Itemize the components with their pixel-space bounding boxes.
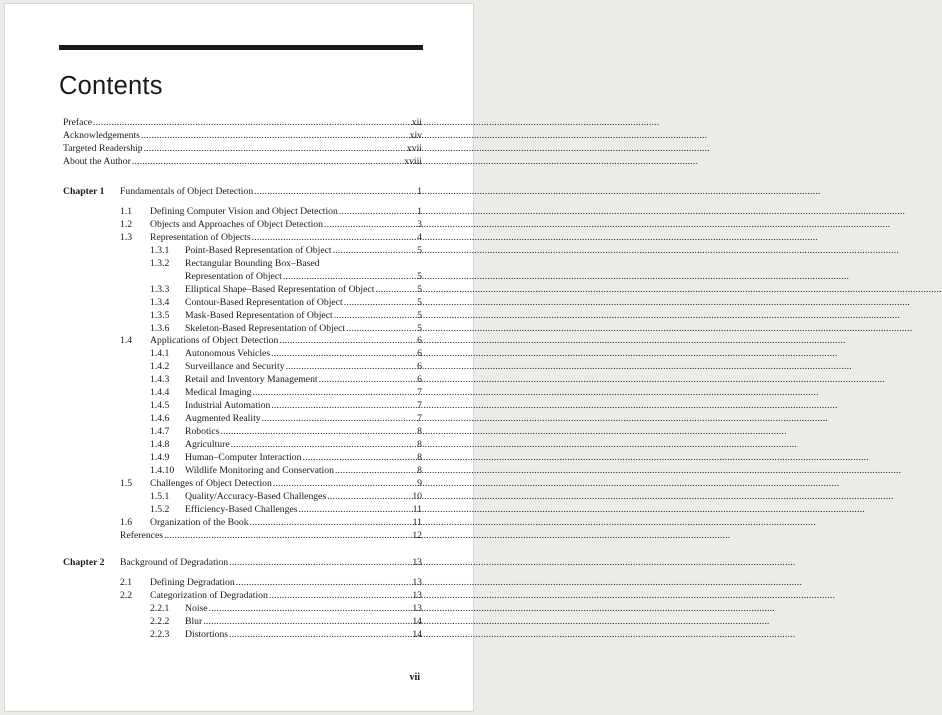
header-rule [59, 45, 423, 50]
entry-page: 10 [412, 490, 422, 502]
chapter-label: Chapter 1 [63, 186, 105, 197]
leader-dots [164, 530, 411, 542]
entry-title: Surveillance and Security [185, 361, 285, 373]
toc-subsection[interactable] [150, 413, 422, 425]
toc-chapter-title[interactable] [120, 186, 422, 198]
leader-dots [132, 156, 403, 168]
book-page [4, 3, 474, 712]
toc-section[interactable] [120, 218, 422, 231]
entry-page: 7 [417, 400, 422, 412]
entry-title: Wildlife Monitoring and Conservation [185, 464, 334, 476]
toc-subsection[interactable] [150, 374, 422, 386]
toc-references[interactable] [120, 530, 422, 542]
entry-page: xvii [406, 142, 422, 154]
page-title: Contents [59, 72, 163, 100]
toc-subsection[interactable] [150, 400, 422, 412]
entry-number: 1.4.3 [150, 374, 170, 386]
entry-page: 8 [417, 452, 422, 463]
leader-dots [319, 374, 417, 386]
toc-front-matter-item[interactable] [63, 117, 422, 129]
toc-section[interactable] [120, 335, 422, 347]
entry-title: Objects and Approaches of Object Detection [150, 218, 323, 230]
page-number: vii [409, 672, 420, 683]
entry-number: 1.4.5 [150, 400, 170, 412]
entry-page: xii [411, 117, 422, 128]
leader-dots [327, 491, 411, 503]
entry-number: 1.3.5 [150, 309, 170, 321]
toc-section[interactable] [120, 477, 422, 490]
entry-title: About the Author [63, 155, 131, 167]
leader-dots [271, 400, 416, 412]
toc-subsection[interactable] [150, 244, 422, 257]
leader-dots [254, 186, 416, 198]
entry-number: 1.1 [120, 205, 133, 217]
toc-section[interactable] [120, 516, 422, 529]
entry-page: 13 [412, 602, 422, 614]
entry-number: 1.2 [120, 218, 133, 230]
entry-title: Defining Degradation [150, 576, 235, 588]
leader-dots [269, 590, 411, 602]
toc-subsection[interactable] [150, 296, 422, 309]
entry-title: Acknowledgements [63, 129, 140, 141]
leader-dots [333, 245, 417, 257]
entry-title: Human–Computer Interaction [185, 452, 302, 463]
entry-title: Fundamentals of Object Detection [120, 186, 254, 197]
entry-number: 1.5.1 [150, 490, 170, 502]
entry-number: 1.4.4 [150, 387, 170, 399]
entry-title: Background of Degradation [120, 557, 229, 568]
entry-title: Contour-Based Representation of Object [185, 296, 343, 308]
entry-page: 14 [412, 615, 422, 627]
leader-dots [339, 206, 416, 218]
leader-dots [229, 557, 411, 569]
toc-subsection[interactable] [150, 503, 422, 516]
entry-title: Point-Based Representation of Object [185, 244, 332, 256]
leader-dots [346, 323, 416, 335]
toc-subsection[interactable] [150, 615, 422, 628]
entry-title: Mask-Based Representation of Object [185, 309, 333, 321]
entry-number: 1.5 [120, 477, 133, 489]
entry-title: Medical Imaging [185, 387, 252, 399]
leader-dots [262, 413, 417, 425]
entry-page: 6 [417, 348, 422, 360]
entry-title: Industrial Automation [185, 400, 271, 412]
toc-subsection[interactable] [150, 464, 422, 477]
entry-page: 1 [417, 186, 422, 197]
entry-number: 1.6 [120, 516, 133, 528]
entry-number: 1.4.6 [150, 413, 170, 425]
toc-subsection[interactable] [150, 452, 422, 464]
entry-number: 1.5.2 [150, 503, 170, 515]
toc-front-matter-item[interactable] [63, 143, 422, 155]
entry-title: Targeted Readership [63, 142, 143, 154]
toc-subsection[interactable] [150, 322, 422, 335]
toc-subsection[interactable] [150, 628, 422, 641]
entry-page: 8 [417, 439, 422, 451]
entry-title: Challenges of Object Detection [150, 477, 272, 489]
leader-dots [209, 603, 412, 615]
leader-dots [303, 452, 417, 464]
entry-page: 5 [417, 244, 422, 256]
entry-number: 1.3 [120, 231, 133, 243]
leader-dots [144, 143, 406, 155]
toc-section[interactable] [120, 231, 422, 244]
entry-page: 13 [412, 576, 422, 588]
entry-title: Efficiency-Based Challenges [185, 503, 298, 515]
leader-dots [141, 130, 409, 142]
entry-page: 3 [417, 218, 422, 230]
leader-dots [335, 465, 416, 477]
toc-subsection[interactable] [150, 257, 422, 270]
toc-subsection[interactable] [150, 309, 422, 322]
toc-subsection[interactable] [150, 348, 422, 360]
entry-page: 7 [417, 387, 422, 399]
leader-dots [231, 439, 417, 451]
leader-dots [236, 577, 412, 589]
entry-title: Agriculture [185, 439, 230, 451]
entry-title: Representation of Object [185, 270, 282, 282]
entry-title: Elliptical Shape–Based Representation of Object [185, 283, 375, 295]
leader-dots [279, 335, 416, 347]
entry-page: 11 [412, 516, 422, 528]
toc-section[interactable] [120, 205, 422, 218]
entry-title: Retail and Inventory Management [185, 374, 318, 386]
entry-title: Blur [185, 615, 203, 627]
entry-title: Autonomous Vehicles [185, 348, 271, 360]
entry-number: 1.4.10 [150, 464, 175, 476]
toc-subsection-continued[interactable] [185, 271, 422, 283]
entry-number: 1.4.8 [150, 439, 170, 451]
toc-subsection[interactable] [150, 426, 422, 438]
entry-number: 2.2 [120, 589, 133, 601]
entry-page: 6 [417, 361, 422, 373]
toc-front-matter-item[interactable] [63, 130, 422, 142]
toc-subsection[interactable] [150, 387, 422, 399]
entry-title: Representation of Objects [150, 231, 251, 243]
entry-page: 7 [417, 413, 422, 425]
chapter-label: Chapter 2 [63, 557, 105, 568]
entry-title: References [120, 529, 164, 541]
entry-title: Defining Computer Vision and Object Detection [150, 205, 338, 217]
entry-page: 12 [412, 529, 422, 541]
entry-title: Categorization of Degradation [150, 589, 268, 601]
toc-section[interactable] [120, 589, 422, 602]
entry-number: 1.3.6 [150, 322, 170, 334]
entry-page: 13 [412, 557, 422, 568]
entry-number: 2.1 [120, 576, 133, 588]
entry-page: 6 [417, 374, 422, 386]
entry-title: Rectangular Bounding Box–Based [185, 257, 320, 269]
toc-subsection[interactable] [150, 490, 422, 503]
leader-dots [273, 478, 416, 490]
leader-dots [283, 271, 416, 283]
entry-number: 1.4.7 [150, 426, 170, 438]
entry-page: 14 [412, 628, 422, 640]
leader-dots [334, 310, 416, 322]
entry-title: Distortions [185, 628, 229, 640]
entry-page: 5 [417, 296, 422, 308]
leader-dots [252, 232, 417, 244]
entry-page: xiv [409, 129, 422, 141]
leader-dots [344, 297, 416, 309]
entry-title: Skeleton-Based Representation of Object [185, 322, 346, 334]
entry-page: 1 [417, 205, 422, 217]
entry-title: Organization of the Book [150, 516, 249, 528]
leader-dots [203, 616, 411, 628]
entry-page: 4 [417, 231, 422, 243]
entry-page: xviii [404, 155, 422, 167]
toc-chapter-title[interactable] [120, 557, 422, 569]
leader-dots [220, 426, 416, 438]
toc-front-matter-item[interactable] [63, 156, 422, 168]
entry-title: Robotics [185, 426, 220, 438]
leader-dots [286, 361, 417, 373]
entry-number: 1.3.2 [150, 257, 170, 269]
entry-page: 11 [412, 503, 422, 515]
entry-page: 6 [417, 335, 422, 347]
toc-section[interactable] [120, 576, 422, 589]
entry-page: 8 [417, 426, 422, 438]
toc-subsection[interactable] [150, 283, 422, 296]
leader-dots [250, 517, 412, 529]
entry-number: 1.4.2 [150, 361, 170, 373]
toc-subsection[interactable] [150, 361, 422, 373]
leader-dots [375, 284, 416, 296]
entry-title: Preface [63, 117, 93, 128]
entry-title: Noise [185, 602, 208, 614]
entry-page: 9 [417, 477, 422, 489]
leader-dots [271, 348, 416, 360]
entry-number: 1.3.3 [150, 283, 170, 295]
leader-dots [93, 117, 411, 129]
entry-page: 13 [412, 589, 422, 601]
entry-title: Applications of Object Detection [150, 335, 279, 347]
entry-number: 1.3.1 [150, 244, 170, 256]
entry-page: 8 [417, 464, 422, 476]
entry-number: 1.3.4 [150, 296, 170, 308]
toc-subsection[interactable] [150, 602, 422, 615]
entry-title: Quality/Accuracy-Based Challenges [185, 490, 327, 502]
leader-dots [324, 219, 416, 231]
entry-number: 1.4 [120, 335, 133, 347]
entry-number: 1.4.9 [150, 452, 170, 463]
entry-page: 5 [417, 270, 422, 282]
leader-dots [299, 504, 412, 516]
entry-title: Augmented Reality [185, 413, 261, 425]
toc-subsection[interactable] [150, 439, 422, 451]
entry-number: 2.2.3 [150, 628, 170, 640]
entry-number: 2.2.1 [150, 602, 170, 614]
entry-page: 5 [417, 322, 422, 334]
entry-number: 2.2.2 [150, 615, 170, 627]
leader-dots [252, 387, 416, 399]
entry-number: 1.4.1 [150, 348, 170, 360]
leader-dots [229, 629, 411, 641]
entry-page: 5 [417, 309, 422, 321]
entry-page: 5 [417, 283, 422, 295]
